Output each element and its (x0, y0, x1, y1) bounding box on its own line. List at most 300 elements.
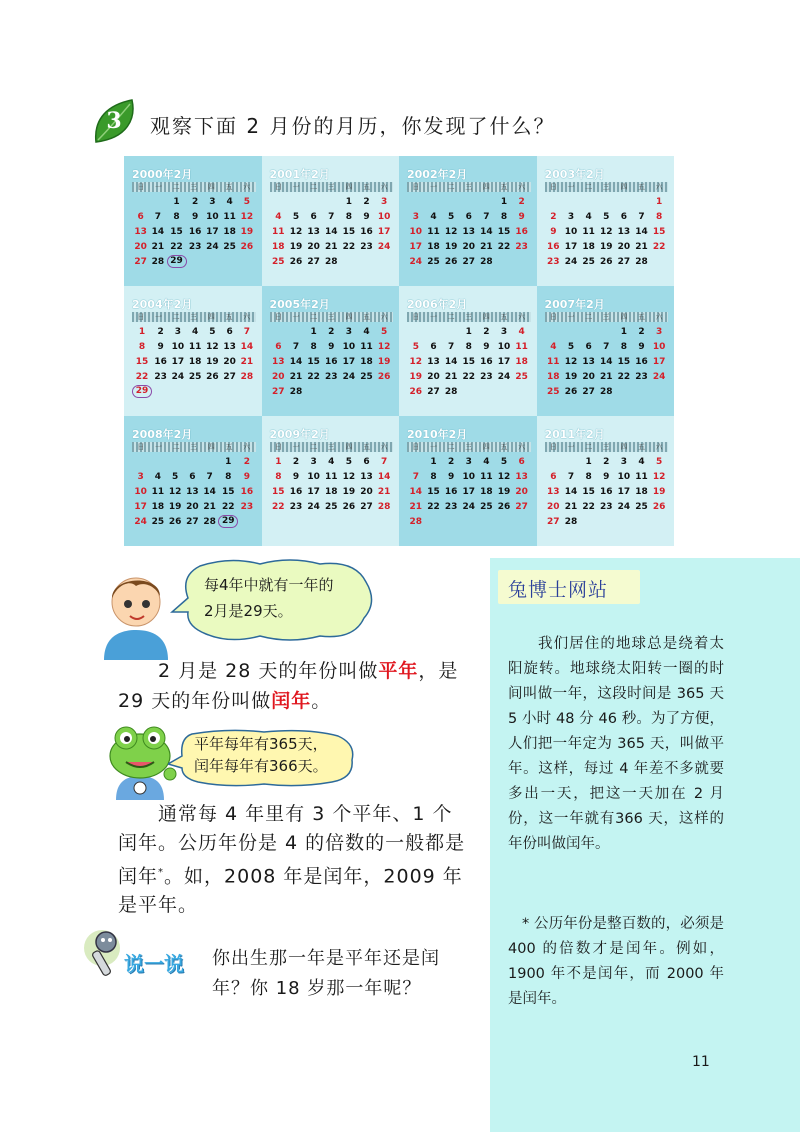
day-cell: 25 (360, 372, 373, 382)
bubble-line: 每4年中就有一年的 (204, 576, 334, 594)
day-cell: 5 (171, 472, 179, 482)
footnote-mark: * (158, 867, 165, 878)
day-cell: 15 (582, 487, 595, 497)
day-cell: 19 (564, 372, 578, 382)
day-cell: 4 (638, 457, 645, 467)
day-cell: 23 (154, 372, 167, 382)
day-cell: 10 (652, 342, 666, 352)
day-cell: 17 (409, 242, 423, 252)
day-cell: 19 (342, 487, 356, 497)
day-cell: 20 (223, 357, 236, 367)
day-cell: 22 (652, 242, 666, 252)
day-cell: 14 (444, 357, 458, 367)
empty-day (132, 455, 149, 469)
day-cell: 5 (447, 212, 455, 222)
day-cell: 5 (500, 457, 508, 467)
weekday-label: 四 (207, 313, 215, 321)
weekday-label: 五 (225, 443, 233, 451)
day-cell: 15 (462, 357, 475, 367)
weekday-label: 三 (190, 313, 198, 321)
weekday-label: 五 (638, 443, 646, 451)
day-cell: 13 (134, 227, 147, 237)
day-cell: 8 (138, 342, 146, 352)
day-cell: 3 (345, 327, 353, 337)
day-cell: 25 (547, 387, 560, 397)
calendar-grid (124, 156, 674, 546)
day-cell: 10 (564, 227, 578, 237)
day-cell: 10 (409, 227, 423, 237)
weekday-label: 二 (172, 183, 180, 191)
empty-day (149, 455, 166, 469)
weekday-label: 六 (243, 183, 251, 191)
day-cell: 22 (170, 242, 183, 252)
day-cell: 10 (462, 472, 475, 482)
day-cell: 11 (547, 357, 560, 367)
day-cell: 7 (567, 472, 575, 482)
day-cell: 5 (243, 197, 250, 207)
sidebar-footnote (508, 912, 724, 1012)
calendar-title: 2000年2月 (132, 168, 193, 181)
day-cell: 24 (307, 502, 320, 512)
day-cell: 18 (360, 357, 373, 367)
empty-day (545, 325, 563, 339)
weekday-label: 日 (137, 183, 145, 191)
day-cell: 19 (168, 502, 182, 512)
calendar-title: 2007年2月 (544, 298, 605, 311)
day-cell: 13 (515, 472, 528, 482)
day-cell: 19 (206, 357, 219, 367)
empty-day (425, 325, 443, 339)
day-cell: 28 (240, 372, 254, 382)
calendar-title: 2010年2月 (407, 428, 468, 441)
day-cell: 1 (225, 457, 232, 467)
day-cell: 12 (168, 487, 182, 497)
day-cell: 16 (444, 487, 458, 497)
explanation-paragraph (118, 800, 478, 920)
weekday-label: 一 (567, 443, 575, 451)
weekday-header (270, 312, 394, 322)
weekday-label: 二 (447, 443, 455, 451)
weekday-label: 五 (500, 443, 508, 451)
term-leap-year: 闰年 (271, 690, 312, 712)
calendar-title: 2011年2月 (544, 428, 605, 441)
day-cell: 3 (656, 327, 663, 337)
day-cell: 6 (585, 342, 592, 352)
day-cell: 26 (409, 387, 423, 397)
month-calendar (124, 416, 262, 546)
day-cell: 1 (465, 327, 472, 337)
empty-day (562, 455, 580, 469)
day-cell: 2 (363, 197, 370, 207)
day-cell: 26 (206, 372, 219, 382)
weekday-label: 六 (380, 313, 388, 321)
day-cell: 26 (168, 517, 182, 527)
day-cell: 13 (223, 342, 236, 352)
day-cell: 4 (550, 342, 557, 352)
day-cell: 25 (151, 517, 165, 527)
day-cell: 27 (547, 517, 560, 527)
text: 2 月是 28 天的年份叫做 (158, 660, 379, 682)
empty-day (442, 195, 460, 209)
calendar-title: 2002年2月 (407, 168, 468, 181)
day-cell: 21 (444, 372, 458, 382)
day-cell: 3 (381, 197, 388, 207)
day-cell: 8 (656, 212, 663, 222)
day-cell: 23 (635, 372, 648, 382)
day-cell: 13 (307, 227, 320, 237)
day-cell: 25 (480, 502, 493, 512)
day-cell: 22 (462, 372, 475, 382)
day-cell: 10 (307, 472, 320, 482)
empty-day (407, 325, 425, 339)
day-cell: 10 (497, 342, 511, 352)
empty-day (287, 325, 305, 339)
empty-day (132, 195, 149, 209)
day-cell: 4 (483, 457, 490, 467)
day-cell: 26 (289, 257, 303, 267)
empty-day (545, 195, 563, 209)
weekday-header (407, 442, 531, 452)
sidebar-body-text: 我们居住的地球总是绕着太阳旋转。地球绕太阳转一圈的时间叫做一年，这段时间是 365 天 5 小时 48 分 46 秒。为了方便，人们把一年定为 365 天，叫做平年。这样，每过 4 年差不多就要多出一天，把这一天加在 2 月份，这一年就有366 天，这样的年份叫做闰年。 (508, 636, 724, 852)
month-calendar (262, 416, 400, 546)
page-number: 11 (692, 1054, 710, 1070)
weekday-header (545, 182, 669, 192)
day-cell: 13 (272, 357, 285, 367)
day-cell: 3 (412, 212, 419, 222)
day-cell: 27 (427, 387, 440, 397)
text: 闰年。公历年份是 4 的倍数的一般都是闰年 (118, 832, 466, 888)
day-cell: 6 (518, 457, 525, 467)
empty-day (407, 455, 425, 469)
empty-day (425, 195, 443, 209)
day-cell: 24 (564, 257, 578, 267)
weekday-label: 六 (655, 183, 663, 191)
day-cell: 20 (462, 242, 475, 252)
weekday-label: 六 (243, 443, 251, 451)
empty-day (201, 455, 218, 469)
day-cell: 28 (377, 502, 391, 512)
day-cell: 16 (240, 487, 254, 497)
day-cell: 16 (515, 227, 528, 237)
day-cell: 10 (206, 212, 219, 222)
day-cell: 13 (360, 472, 373, 482)
day-cell: 15 (307, 357, 320, 367)
day-cell: 13 (186, 487, 199, 497)
day-cell: 8 (500, 212, 508, 222)
day-cell: 21 (151, 242, 165, 252)
day-cell: 11 (480, 472, 493, 482)
day-cell: 11 (324, 472, 338, 482)
weekday-label: 四 (620, 313, 628, 321)
day-cell: 28 (599, 387, 613, 397)
day-cell: 17 (497, 357, 511, 367)
day-cell: 24 (206, 242, 219, 252)
month-calendar (262, 156, 400, 286)
day-cell: 25 (582, 257, 595, 267)
day-cell: 14 (289, 357, 303, 367)
day-cell: 25 (635, 502, 648, 512)
day-cell: 12 (240, 212, 254, 222)
day-cell: 26 (342, 502, 356, 512)
day-cell: 13 (582, 357, 595, 367)
day-cell: 8 (430, 472, 437, 482)
day-cell: 5 (292, 212, 300, 222)
weekday-header (407, 182, 531, 192)
weekday-label: 二 (585, 183, 593, 191)
day-cell: 11 (223, 212, 236, 222)
day-cell: 3 (209, 197, 216, 207)
weekday-header (132, 442, 256, 452)
day-cell: 24 (171, 372, 185, 382)
text: 。 (311, 690, 332, 712)
weekday-label: 五 (500, 183, 508, 191)
day-cell: 15 (135, 357, 149, 367)
day-cell: 6 (465, 212, 472, 222)
frog-illustration (102, 718, 178, 800)
weekday-label: 四 (482, 183, 490, 191)
exercise-number: 3 (106, 108, 122, 134)
day-cell: 9 (243, 472, 250, 482)
day-cell: 5 (412, 342, 419, 352)
weekday-label: 五 (638, 313, 646, 321)
day-cell: 2 (603, 457, 610, 467)
day-cell: 17 (134, 502, 147, 512)
day-cell: 8 (173, 212, 180, 222)
day-cell: 5 (603, 212, 610, 222)
day-cell: 10 (342, 342, 356, 352)
day-cell: 13 (547, 487, 560, 497)
day-cell: 12 (289, 227, 303, 237)
day-cell: 26 (652, 502, 666, 512)
day-cell: 20 (360, 487, 373, 497)
day-cell: 11 (151, 487, 165, 497)
empty-day (322, 195, 340, 209)
weekday-label: 五 (500, 313, 508, 321)
day-cell: 24 (377, 242, 391, 252)
day-cell: 21 (377, 487, 391, 497)
day-cell: 27 (186, 517, 199, 527)
day-cell: 15 (342, 227, 356, 237)
weekday-label: 四 (620, 183, 628, 191)
day-cell: 18 (515, 357, 528, 367)
day-cell: 12 (564, 357, 578, 367)
day-cell: 23 (515, 242, 528, 252)
day-cell: 2 (292, 457, 300, 467)
day-cell: 23 (480, 372, 493, 382)
day-cell: 9 (328, 342, 335, 352)
empty-day (580, 195, 598, 209)
day-cell: 14 (409, 487, 423, 497)
day-cell: 14 (240, 342, 254, 352)
day-cell: 18 (151, 502, 165, 512)
day-cell: 12 (342, 472, 356, 482)
weekday-header (270, 182, 394, 192)
calendar-title: 2003年2月 (544, 168, 605, 181)
day-cell: 22 (307, 372, 320, 382)
day-cell: 22 (342, 242, 356, 252)
day-cell: 28 (564, 517, 578, 527)
day-cell: 18 (427, 242, 440, 252)
weekday-label: 二 (310, 313, 318, 321)
day-cell: 15 (497, 227, 511, 237)
day-cell: 1 (656, 197, 663, 207)
weekday-label: 二 (172, 313, 180, 321)
day-cell: 20 (272, 372, 285, 382)
day-cell: 11 (360, 342, 373, 352)
day-cell: 12 (409, 357, 423, 367)
day-cell: 6 (430, 342, 437, 352)
day-cell: 23 (240, 502, 254, 512)
weekday-label: 日 (274, 443, 282, 451)
weekday-label: 一 (429, 183, 437, 191)
day-cell: 18 (480, 487, 493, 497)
say-label: 说一说 (124, 952, 184, 976)
day-cell: 10 (134, 487, 147, 497)
empty-day (167, 455, 184, 469)
weekday-label: 四 (482, 443, 490, 451)
weekday-label: 三 (190, 183, 198, 191)
day-cell: 14 (480, 227, 493, 237)
day-cell: 3 (620, 457, 628, 467)
day-cell: 14 (599, 357, 613, 367)
day-cell: 18 (547, 372, 560, 382)
day-cell: 16 (324, 357, 338, 367)
calendar-title: 2005年2月 (269, 298, 330, 311)
day-cell: 18 (582, 242, 595, 252)
day-cell: 20 (134, 242, 147, 252)
day-cell: 2 (638, 327, 645, 337)
day-cell: 21 (599, 372, 613, 382)
text: 。如，2008 年是闰年，2009 年是平年。 (118, 865, 463, 917)
day-cell: 16 (480, 357, 493, 367)
day-cell: 8 (345, 212, 353, 222)
weekday-label: 三 (465, 313, 473, 321)
weekday-header (545, 442, 669, 452)
day-cell: 1 (430, 457, 437, 467)
weekday-header (545, 312, 669, 322)
day-cell: 22 (617, 372, 631, 382)
day-cell: 1 (620, 327, 628, 337)
leap-day: 29 (132, 385, 152, 398)
day-cell: 28 (151, 257, 165, 267)
weekday-label: 六 (518, 313, 526, 321)
day-cell: 20 (617, 242, 631, 252)
weekday-label: 四 (207, 443, 215, 451)
day-cell: 22 (221, 502, 235, 512)
weekday-label: 三 (327, 443, 335, 451)
weekday-label: 二 (447, 183, 455, 191)
empty-day (562, 325, 580, 339)
day-cell: 5 (209, 327, 216, 337)
sidebar-body (508, 632, 724, 857)
day-cell: 21 (203, 502, 216, 512)
day-cell: 2 (447, 457, 455, 467)
weekday-label: 日 (412, 183, 420, 191)
day-cell: 17 (617, 487, 631, 497)
weekday-label: 六 (518, 443, 526, 451)
day-cell: 4 (154, 472, 161, 482)
empty-day (149, 195, 166, 209)
month-calendar (124, 286, 262, 416)
day-cell: 13 (462, 227, 475, 237)
day-cell: 22 (272, 502, 285, 512)
month-calendar (262, 286, 400, 416)
day-cell: 14 (635, 227, 648, 237)
day-cell: 23 (547, 257, 560, 267)
day-cell: 28 (635, 257, 648, 267)
calendar-title: 2009年2月 (269, 428, 330, 441)
empty-day (478, 195, 496, 209)
day-cell: 15 (652, 227, 666, 237)
day-cell: 7 (292, 342, 300, 352)
weekday-label: 四 (345, 313, 353, 321)
day-cell: 18 (223, 227, 236, 237)
day-cell: 4 (430, 212, 437, 222)
day-cell: 28 (203, 517, 216, 527)
day-cell: 27 (360, 502, 373, 512)
day-cell: 3 (137, 472, 144, 482)
weekday-label: 六 (518, 183, 526, 191)
day-cell: 2 (550, 212, 557, 222)
weekday-label: 四 (620, 443, 628, 451)
day-cell: 9 (483, 342, 490, 352)
day-cell: 21 (240, 357, 254, 367)
day-cell: 16 (635, 357, 648, 367)
day-cell: 19 (289, 242, 303, 252)
day-cell: 9 (292, 472, 300, 482)
day-cell: 17 (564, 242, 578, 252)
day-cell: 25 (515, 372, 528, 382)
weekday-label: 三 (465, 183, 473, 191)
day-cell: 22 (427, 502, 440, 512)
day-cell: 22 (135, 372, 149, 382)
weekday-label: 四 (207, 183, 215, 191)
weekday-label: 三 (602, 313, 610, 321)
day-cell: 1 (275, 457, 282, 467)
weekday-label: 六 (380, 183, 388, 191)
weekday-label: 二 (585, 443, 593, 451)
day-cell: 4 (328, 457, 335, 467)
day-cell: 26 (240, 242, 254, 252)
day-cell: 19 (599, 242, 613, 252)
text: 通常每 4 年里有 3 个平年、1 个 (158, 803, 453, 825)
day-cell: 14 (377, 472, 391, 482)
day-cell: 21 (409, 502, 423, 512)
weekday-header (407, 312, 531, 322)
empty-day (580, 325, 598, 339)
day-cell: 20 (515, 487, 528, 497)
sidebar-note-text: * 公历年份是整百数的，必须是 400 的倍数才是闰年。例如，1900 年不是闰年，而 2000 年是闰年。 (508, 916, 724, 1007)
weekday-header (270, 442, 394, 452)
weekday-label: 一 (567, 313, 575, 321)
day-cell: 19 (497, 487, 511, 497)
day-cell: 17 (307, 487, 320, 497)
day-cell: 27 (223, 372, 236, 382)
day-cell: 22 (497, 242, 511, 252)
month-calendar (399, 416, 537, 546)
day-cell: 25 (427, 257, 440, 267)
day-cell: 21 (564, 502, 578, 512)
day-cell: 7 (154, 212, 161, 222)
weekday-label: 一 (154, 443, 162, 451)
day-cell: 16 (188, 227, 202, 237)
day-cell: 11 (515, 342, 528, 352)
empty-day (270, 195, 288, 209)
weekday-label: 一 (429, 313, 437, 321)
day-cell: 8 (310, 342, 317, 352)
day-cell: 5 (345, 457, 353, 467)
day-cell: 24 (409, 257, 423, 267)
